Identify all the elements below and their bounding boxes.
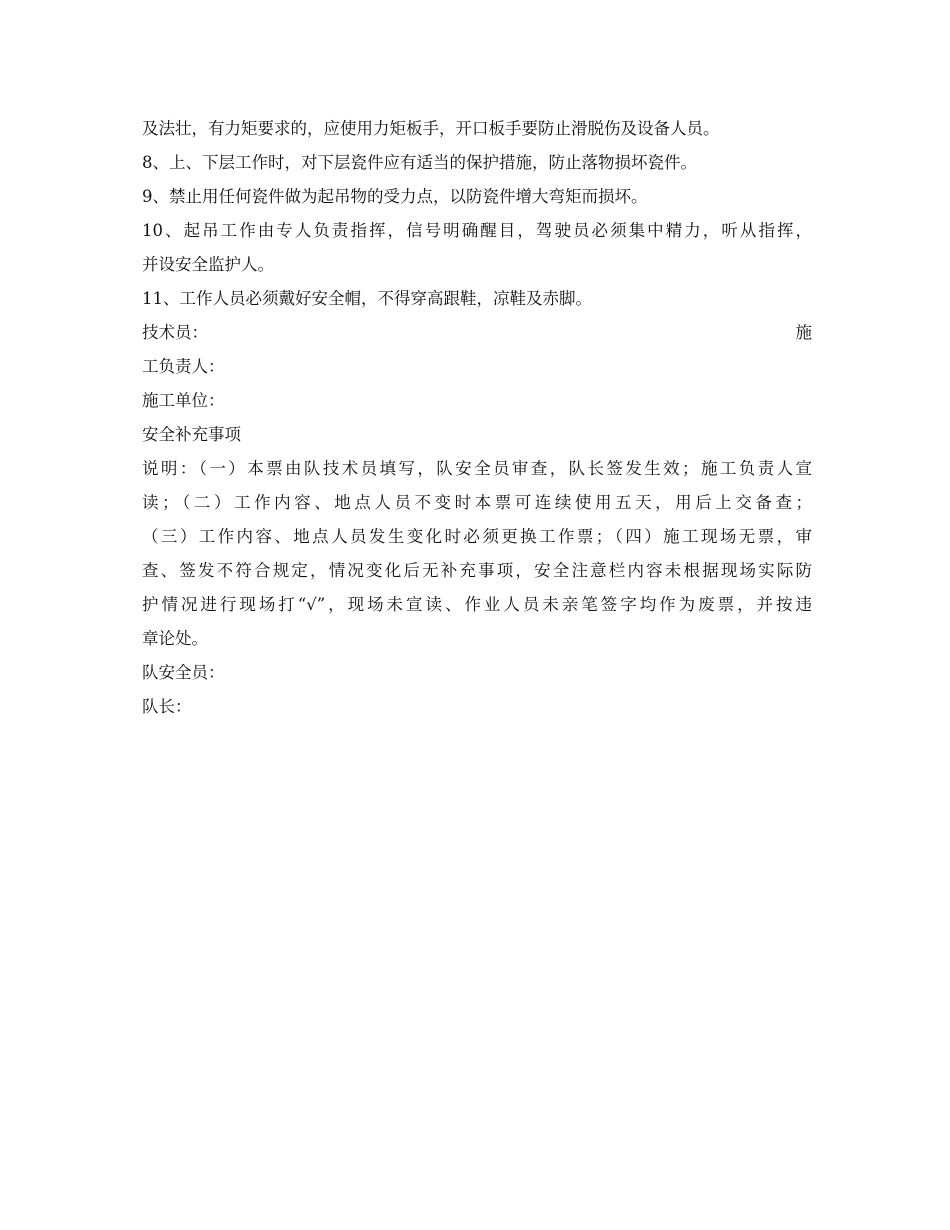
- technician-signature-row: [142, 316, 812, 350]
- body-line-3: 9、禁止用任何瓷件做为起吊物的受力点，以防瓷件增大弯矩而损坏。: [142, 187, 648, 206]
- body-line-4: 10、起吊工作由专人负责指挥，信号明确醒目，驾驶员必须集中精力，听从指挥，: [142, 221, 812, 240]
- note-line-4: 查、签发不符合规定，情况变化后无补充事项，安全注意栏内容未根据现场实际防: [142, 561, 812, 580]
- body-line-6: 11、工作人员必须戴好安全帽，不得穿高跟鞋，凉鞋及赤脚。: [142, 289, 592, 308]
- body-line-2: 8、上、下层工作时，对下层瓷件应有适当的保护措施，防止落物损坏瓷件。: [142, 153, 697, 172]
- safety-supplement-label: 安全补充事项: [142, 425, 241, 444]
- note-line-3: （三）工作内容、地点人员发生变化时必须更换工作票；（四）施工现场无票，审: [142, 527, 812, 546]
- body-line-1: 及法壮，有力矩要求的，应使用力矩板手，开口板手要防止滑脱伤及设备人员。: [142, 119, 720, 138]
- technician-label: 技术员：: [142, 323, 208, 342]
- body-line-5: 并设安全监护人。: [142, 255, 274, 274]
- safety-officer-label: 队安全员：: [142, 663, 225, 682]
- note-line-5: 护情况进行现场打“√”，现场未宣读、作业人员未亲笔签字均作为废票，并按违: [142, 595, 812, 614]
- document-page: [142, 112, 812, 724]
- note-line-2: 读；（二）工作内容、地点人员不变时本票可连续使用五天，用后上交备查；: [142, 493, 812, 512]
- construction-unit-label: 施工单位：: [142, 391, 225, 410]
- construction-label-prefix: 施: [795, 323, 812, 342]
- note-line-1: 说明：（一）本票由队技术员填写，队安全员审查，队长签发生效；施工负责人宣: [142, 459, 812, 478]
- captain-label: 队长：: [142, 697, 192, 716]
- note-line-6: 章论处。: [142, 629, 208, 648]
- construction-leader-label: 工负责人：: [142, 357, 225, 376]
